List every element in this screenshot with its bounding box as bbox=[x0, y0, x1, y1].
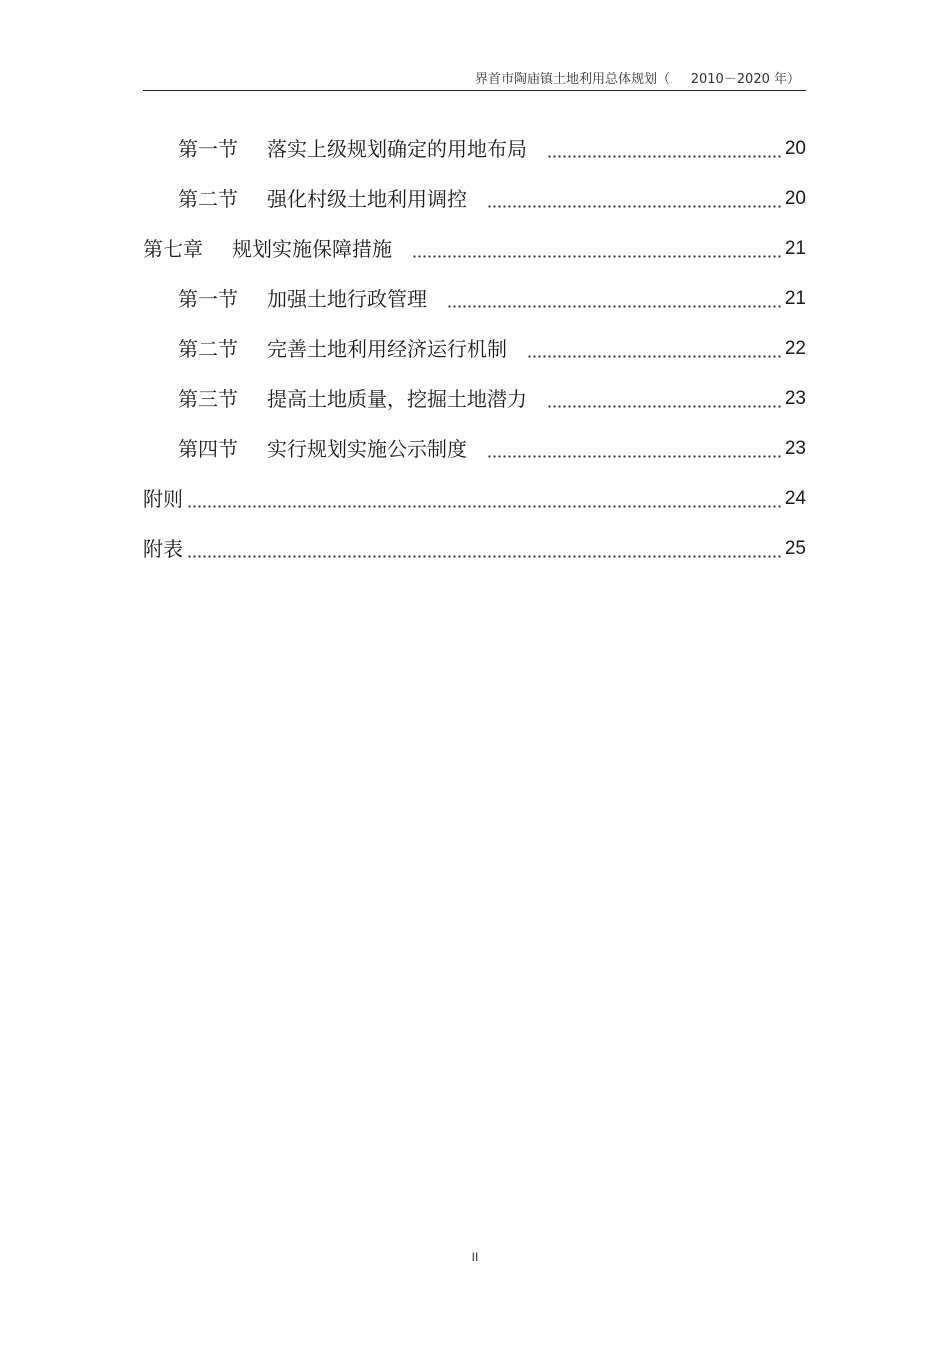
page-header bbox=[143, 66, 806, 91]
dot-leader bbox=[447, 282, 782, 316]
toc-entry-number: 第二节 bbox=[178, 187, 238, 211]
dot-leader bbox=[527, 332, 782, 366]
toc-entry[interactable] bbox=[143, 474, 806, 524]
toc-entry-number: 附则 bbox=[143, 487, 183, 511]
toc-entry-page: 20 bbox=[784, 188, 806, 209]
toc-entry[interactable] bbox=[143, 524, 806, 574]
toc-entry-title: 加强土地行政管理 bbox=[267, 287, 427, 311]
toc-entry[interactable] bbox=[143, 124, 806, 174]
dot-leader bbox=[187, 532, 782, 566]
toc-entry-page: 21 bbox=[784, 238, 806, 259]
toc-entry-number: 第二节 bbox=[178, 337, 238, 361]
toc-entry[interactable] bbox=[143, 174, 806, 224]
toc-entry-title: 落实上级规划确定的用地布局 bbox=[267, 137, 527, 161]
toc-entry[interactable] bbox=[143, 374, 806, 424]
toc-entry-number: 第一节 bbox=[178, 287, 238, 311]
toc-entry-page: 20 bbox=[784, 138, 806, 159]
dot-leader bbox=[547, 132, 782, 166]
toc-entry[interactable] bbox=[143, 324, 806, 374]
toc-entry[interactable] bbox=[143, 224, 806, 274]
toc-entry-number: 附表 bbox=[143, 537, 183, 561]
toc-entry[interactable] bbox=[143, 274, 806, 324]
toc-entry-page: 24 bbox=[784, 488, 806, 509]
toc-entry-page: 21 bbox=[784, 288, 806, 309]
toc-entry-number: 第七章 bbox=[143, 237, 203, 261]
toc-entry-number: 第四节 bbox=[178, 437, 238, 461]
footer-page-number: II bbox=[471, 1250, 479, 1264]
dot-leader bbox=[412, 232, 782, 266]
toc-entry-title: 规划实施保障措施 bbox=[232, 237, 392, 261]
toc-entry-number: 第一节 bbox=[178, 137, 238, 161]
toc-entry-title: 实行规划实施公示制度 bbox=[267, 437, 467, 461]
dot-leader bbox=[487, 432, 782, 466]
toc-entry-title: 强化村级土地利用调控 bbox=[267, 187, 467, 211]
toc-entry-title: 完善土地利用经济运行机制 bbox=[267, 337, 507, 361]
table-of-contents bbox=[143, 124, 806, 574]
header-title: 界首市陶庙镇土地利用总体规划（ 2010－2020 年） bbox=[475, 72, 800, 87]
dot-leader bbox=[547, 382, 782, 416]
toc-entry-number: 第三节 bbox=[178, 387, 238, 411]
toc-entry-title: 提高土地质量，挖掘土地潜力 bbox=[267, 387, 527, 411]
toc-entry[interactable] bbox=[143, 424, 806, 474]
toc-entry-page: 25 bbox=[784, 538, 806, 559]
toc-entry-page: 23 bbox=[784, 438, 806, 459]
toc-entry-page: 22 bbox=[784, 338, 806, 359]
page-footer bbox=[0, 1250, 950, 1264]
toc-entry-page: 23 bbox=[784, 388, 806, 409]
dot-leader bbox=[487, 182, 782, 216]
dot-leader bbox=[187, 482, 782, 516]
